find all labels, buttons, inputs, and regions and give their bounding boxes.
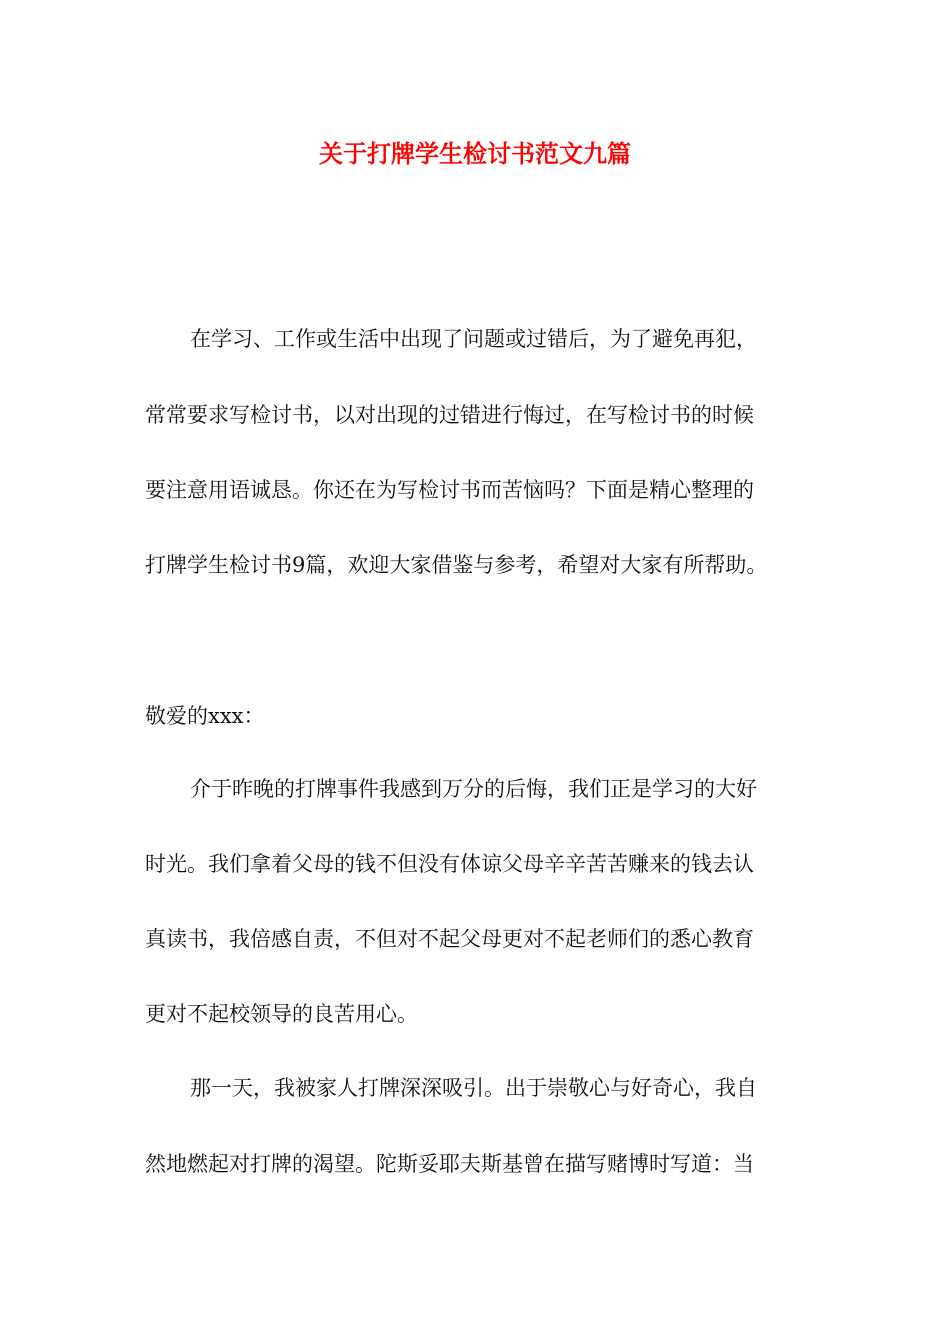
salutation: 敬爱的xxx： <box>145 704 265 728</box>
intro-line-2: 常常要求写检讨书，以对出现的过错进行悔过，在写检讨书的时候 <box>145 403 754 427</box>
document-title: 关于打牌学生检讨书范文九篇 <box>319 139 631 168</box>
intro-line-3: 要注意用语诚恳。你还在为写检讨书而苦恼吗？下面是精心整理的 <box>145 478 754 502</box>
intro-line-1: 在学习、工作或生活中出现了问题或过错后，为了避免再犯， <box>190 327 757 351</box>
paragraph2-line-2: 然地燃起对打牌的渴望。陀斯妥耶夫斯基曾在描写赌博时写道：当 <box>145 1152 754 1176</box>
paragraph1-line-3: 真读书，我倍感自责，不但对不起父母更对不起老师们的悉心教育 <box>145 927 754 951</box>
paragraph1-line-4: 更对不起校领导的良苦用心。 <box>145 1002 418 1026</box>
intro-line-4: 打牌学生检讨书9篇，欢迎大家借鉴与参考，希望对大家有所帮助。 <box>145 553 768 577</box>
paragraph2-line-1: 那一天，我被家人打牌深深吸引。出于崇敬心与好奇心，我自 <box>190 1076 757 1100</box>
paragraph1-line-1: 介于昨晚的打牌事件我感到万分的后悔，我们正是学习的大好 <box>190 777 757 801</box>
paragraph1-line-2: 时光。我们拿着父母的钱不但没有体谅父母辛辛苦苦赚来的钱去认 <box>145 852 754 876</box>
